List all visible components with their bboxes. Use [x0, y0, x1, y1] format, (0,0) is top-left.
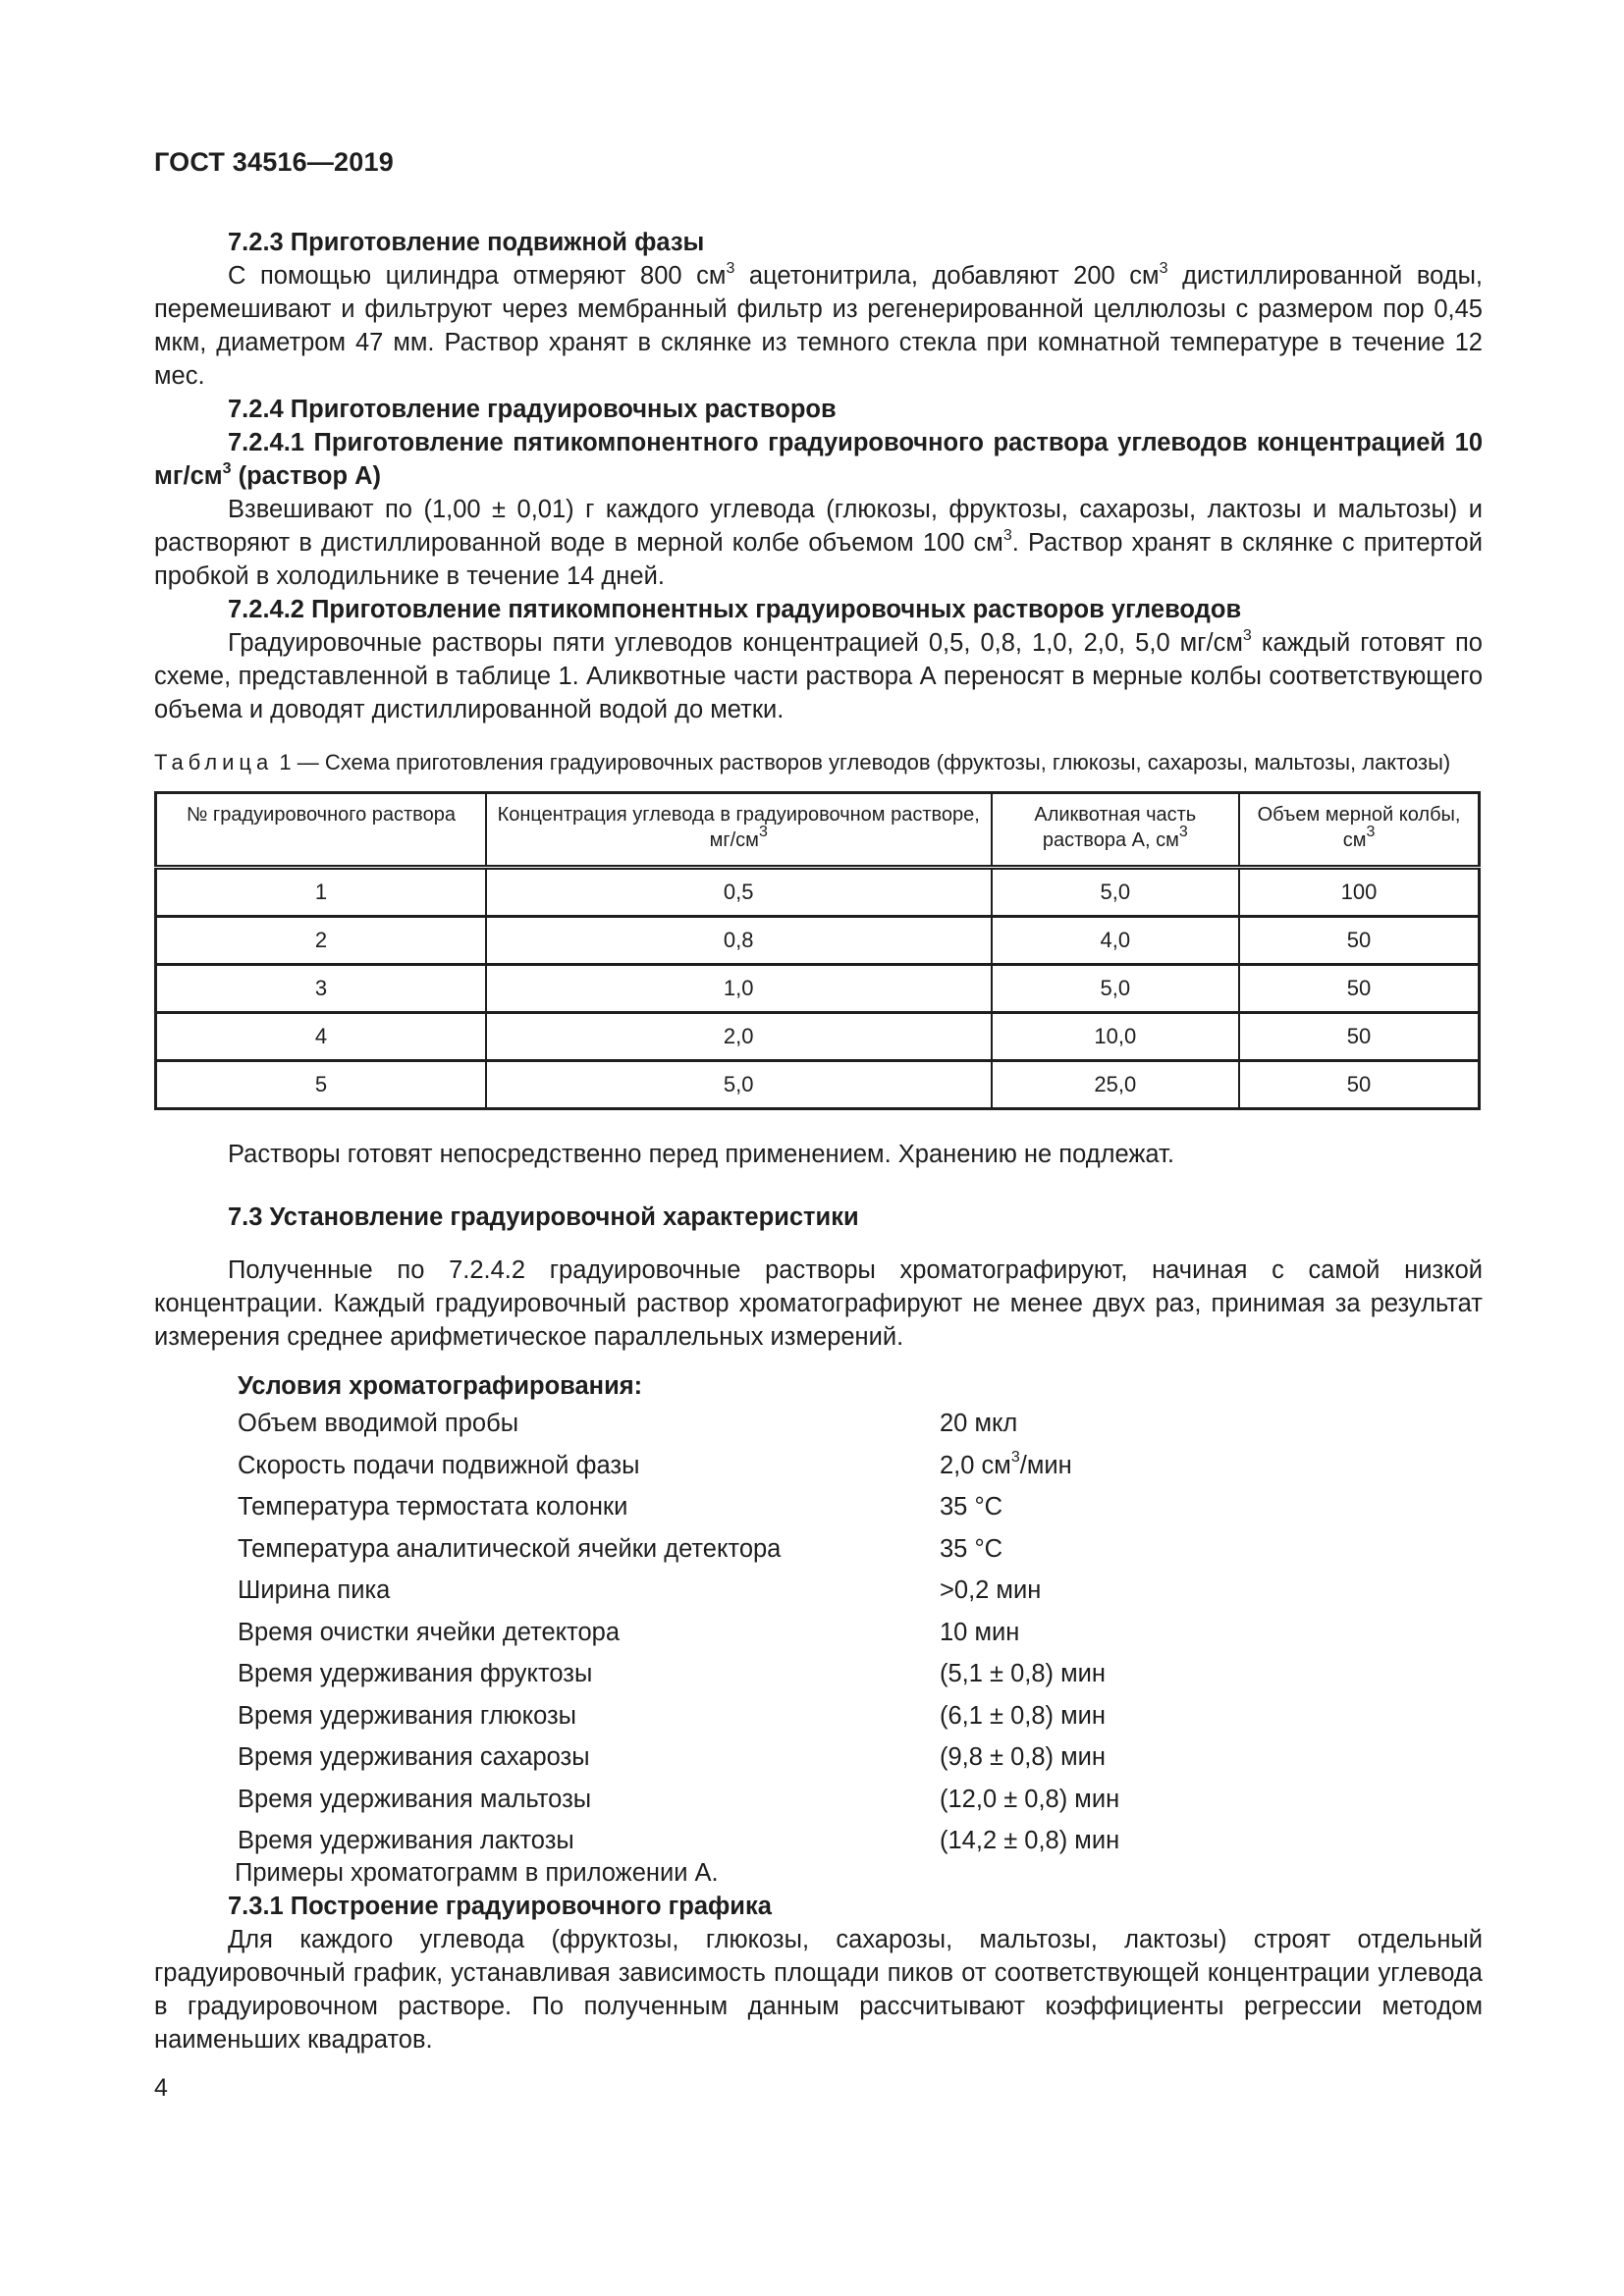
table-cell: 5,0	[992, 965, 1240, 1013]
condition-label: Время удерживания фруктозы	[238, 1660, 593, 1688]
table-cell: 2,0	[486, 1013, 992, 1061]
table-cell: 4	[156, 1013, 486, 1061]
section-heading-7-2-4-1	[154, 426, 1483, 493]
table-row	[156, 1013, 1480, 1061]
text-run: 7.2.4.1 Приготовление пятикомпонентного градуировочного раствора углеводов концентрацией 10 мг/см	[154, 429, 1483, 490]
paragraph-mobile-phase	[154, 259, 1483, 393]
paragraph-calibration-procedure: Полученные по 7.2.4.2 градуировочные растворы хроматографируют, начиная с самой низкой концентрации. Каждый градуировочный раствор хроматографируют не менее двух раз, принимая за результат измерения среднее арифметическое параллельных измерений.	[154, 1256, 1483, 1351]
table-cell: 5,0	[486, 1061, 992, 1109]
condition-label: Время удерживания глюкозы	[238, 1701, 577, 1730]
table-cell: 5	[156, 1061, 486, 1109]
condition-value: (6,1 ± 0,8) мин	[940, 1701, 1106, 1730]
table-cell: 50	[1239, 1061, 1479, 1109]
condition-value: (12,0 ± 0,8) мин	[940, 1785, 1120, 1813]
section-heading-7-2-4: 7.2.4 Приготовление градуировочных растворов	[228, 396, 837, 423]
condition-row	[238, 1486, 1483, 1528]
table-cell: 0,5	[486, 868, 992, 917]
condition-label: Температура аналитической ячейки детектора	[238, 1534, 782, 1563]
condition-row	[238, 1445, 1483, 1487]
condition-value: 20 мкл	[940, 1410, 1018, 1438]
header-text: Концентрация углевода в градуировочном растворе, мг/см	[497, 804, 980, 851]
text-run: ацетонитрила, добавляют 200 см	[734, 262, 1160, 290]
condition-row	[238, 1612, 1483, 1654]
superscript: 3	[1242, 626, 1252, 644]
table-cell: 10,0	[992, 1013, 1240, 1061]
condition-row	[238, 1653, 1483, 1695]
text-run: (раствор А)	[231, 462, 382, 490]
condition-value: >0,2 мин	[940, 1576, 1042, 1605]
paragraph-solution-a	[154, 493, 1483, 593]
superscript: 3	[1010, 1449, 1020, 1467]
superscript: 3	[1178, 824, 1188, 841]
table-cell: 4,0	[992, 917, 1240, 965]
table-row	[156, 868, 1480, 917]
superscript: 3	[222, 459, 232, 477]
table-caption	[154, 748, 1483, 777]
condition-label: Объем вводимой пробы	[238, 1410, 519, 1438]
text-run: дистиллированной воды, перемешивают и фильтруют через мембранный фильтр из регенерированной целлюлозы с размером пор 0,45 мкм, диаметром 47 мм. Раствор хранят в склянке из темного стекла при комнатной температуре в течение 12 мес.	[154, 262, 1484, 390]
condition-value: (9,8 ± 0,8) мин	[940, 1743, 1106, 1772]
header-text: Объем мерной колбы, см	[1257, 804, 1461, 851]
table-row	[156, 917, 1480, 965]
condition-value	[940, 1449, 1072, 1482]
superscript: 3	[1366, 824, 1376, 841]
table-cell: 25,0	[992, 1061, 1240, 1109]
condition-label: Время удерживания лактозы	[238, 1827, 574, 1855]
text-run: Взвешивают по (1,00 ± 0,01) г каждого углевода (глюкозы, фруктозы, сахарозы, лактозы и мальтозы) и растворяют в дистиллированной воде в мерной колбе объемом 100 см	[154, 496, 1483, 557]
section-heading-7-3-1: 7.3.1 Построение градуировочного графика	[228, 1892, 772, 1920]
text-run: . Раствор хранят в склянке с притертой пробкой в холодильнике в течение 14 дней.	[154, 529, 1483, 590]
superscript: 3	[758, 824, 768, 841]
table-cell: 2	[156, 917, 486, 965]
column-header-concentration	[486, 793, 992, 868]
table-cell: 5,0	[992, 868, 1240, 917]
condition-label: Время очистки ячейки детектора	[238, 1618, 621, 1646]
calibration-table	[154, 791, 1481, 1110]
superscript: 3	[1002, 526, 1012, 544]
table-cell: 1,0	[486, 965, 992, 1013]
section-heading-7-2-3: 7.2.3 Приготовление подвижной фазы	[228, 229, 705, 256]
text-run: С помощью цилиндра отмеряют 800 см	[228, 262, 727, 290]
table-header-row	[156, 793, 1480, 868]
condition-row	[238, 1528, 1483, 1571]
condition-value: (14,2 ± 0,8) мин	[940, 1827, 1120, 1855]
condition-label: Время удерживания мальтозы	[238, 1785, 592, 1813]
superscript: 3	[1159, 259, 1168, 277]
condition-label: Скорость подачи подвижной фазы	[238, 1451, 640, 1479]
table-row	[156, 1061, 1480, 1109]
header-text: № градуировочного раствора	[186, 804, 456, 826]
conditions-title: Условия хроматографирования:	[238, 1372, 643, 1400]
text-run: Градуировочные растворы пяти углеводов концентрацией 0,5, 0,8, 1,0, 2,0, 5,0 мг/см	[228, 629, 1243, 657]
table-row	[156, 965, 1480, 1013]
condition-label: Температура термостата колонки	[238, 1493, 628, 1522]
condition-label: Время удерживания сахарозы	[238, 1743, 590, 1772]
text-run: 2,0 см	[940, 1451, 1011, 1479]
document-content	[154, 226, 1483, 2056]
condition-value: (5,1 ± 0,8) мин	[940, 1660, 1106, 1688]
section-heading-7-2-4-2: 7.2.4.2 Приготовление пятикомпонентных градуировочных растворов углеводов	[228, 596, 1242, 623]
document-code-header: ГОСТ 34516—2019	[154, 147, 394, 177]
table-cell: 50	[1239, 1013, 1479, 1061]
conditions-list	[238, 1403, 1483, 1862]
condition-label: Ширина пика	[238, 1576, 391, 1605]
table-cell: 1	[156, 868, 486, 917]
column-header-flask-volume	[1239, 793, 1479, 868]
page-number: 4	[154, 2074, 168, 2102]
table-cell: 50	[1239, 965, 1479, 1013]
condition-row	[238, 1695, 1483, 1737]
table-cell: 0,8	[486, 917, 992, 965]
text-run: каждый готовят по схеме, представленной в таблице 1. Аликвотные части раствора А переносят в мерные колбы соответствующего объема и доводят дистиллированной водой до метки.	[154, 629, 1483, 723]
table-cell: 100	[1239, 868, 1479, 917]
superscript: 3	[726, 259, 735, 277]
section-heading-7-3: 7.3 Установление градуировочной характеристики	[228, 1203, 859, 1231]
table-caption-text: 1 — Схема приготовления градуировочных растворов углеводов (фруктозы, глюкозы, сахарозы, мальтозы, лактозы)	[273, 750, 1451, 774]
condition-row	[238, 1570, 1483, 1612]
condition-row	[238, 1736, 1483, 1779]
table-cell: 50	[1239, 917, 1479, 965]
condition-value: 35 °С	[940, 1534, 1003, 1563]
paragraph-calibration-graph: Для каждого углевода (фруктозы, глюкозы, сахарозы, мальтозы, лактозы) строят отдельный градуировочный график, устанавливая зависимость площади пиков от соответствующей концентрации углевода в градуировочном растворе. По полученным данным рассчитывают коэффициенты регрессии методом наименьших квадратов.	[154, 1925, 1483, 2054]
column-header-solution-number	[156, 793, 486, 868]
condition-value: 35 °С	[940, 1493, 1003, 1522]
paragraph-calibration-solutions	[154, 626, 1483, 726]
table-caption-label: Таблица	[154, 750, 274, 774]
header-text: Аликвотная часть раствора А, см	[1034, 804, 1197, 851]
chromatogram-examples-note: Примеры хроматограмм в приложении А.	[235, 1858, 719, 1887]
condition-value: 10 мин	[940, 1618, 1020, 1646]
condition-row	[238, 1403, 1483, 1445]
table-note: Растворы готовят непосредственно перед применением. Хранению не подлежат.	[228, 1141, 1174, 1168]
column-header-aliquot	[992, 793, 1240, 868]
condition-row	[238, 1779, 1483, 1821]
text-run: /мин	[1019, 1451, 1072, 1479]
table-cell: 3	[156, 965, 486, 1013]
